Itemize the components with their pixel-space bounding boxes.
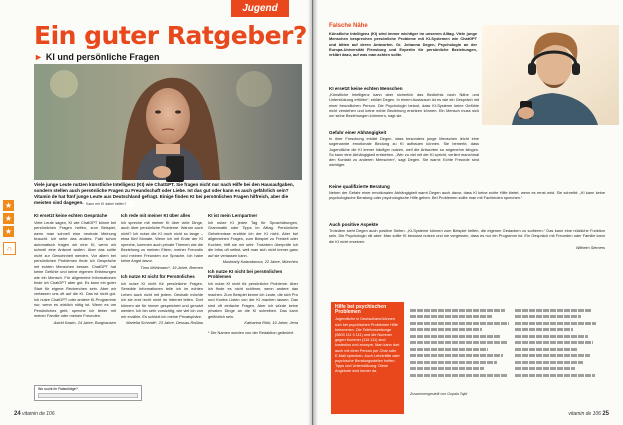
section-heading: Auch positive Aspekte xyxy=(329,222,379,227)
footer-brand: vitamin de 106 xyxy=(568,411,601,417)
section-body: Ich nutze KI jeden Tag für Sprachübungen, Grammatik oder Tipps im Alltag. Persönliche Geheimnisse erzähle ich der KI nicht. Aber bei allgemeinen Fragen, zum Beispiel zu Freizeit oder Kochen, hilft sie mir sehr. Trotzdem überprüfe ich die Infos oft selbst, weil man sich nicht immer ganz auf sie verlassen kann. xyxy=(208,219,298,258)
glossary-line xyxy=(515,367,575,370)
intro-box xyxy=(329,24,477,58)
glossary-line xyxy=(410,328,482,331)
glossary-line xyxy=(515,328,573,331)
glossary-line xyxy=(410,361,497,364)
footer-brand: vitamin de 106 xyxy=(22,411,55,417)
poll-label: Wo sucht ihr Ratschläge? xyxy=(38,387,78,391)
section-heading: Ich nutze KI nicht für Persönliches xyxy=(121,274,195,279)
glossary-line xyxy=(515,322,596,325)
credit-line: Zusammengestellt von Gopala Tajbl xyxy=(410,392,468,396)
column-3 xyxy=(208,213,298,336)
section-heading: KI ersetzt keine echten Gespräche xyxy=(34,213,108,218)
headline: Ein guter Ratgeber? xyxy=(34,21,307,50)
column-1 xyxy=(34,213,116,329)
section-body: In ihrer Forschung erklärt Degen, dass besonders junge Menschen leicht eine sogenannte emotionale Bindung zu KI aufbauen können. Sie bemerkt, dass Jugendliche die KI immer häufiger nutzen, weil die Antworten so angenehm klingen. So kann eine Abhängigkeit entstehen. „Wer zu viel mit der KI spricht, verliert manchmal den Kontakt zu anderen Menschen“, sagt Degen. Sie warnt: Echte Freunde sind wichtiger. xyxy=(329,136,480,168)
glossary-line xyxy=(515,309,592,312)
section-heading: Ich rede mit meiner KI über alles xyxy=(121,213,191,218)
column-2 xyxy=(121,213,203,330)
box-intro: Künstliche Intelligenz (KI) wird immer wichtiger im unserem Alltag. Viele junge Menschen besprechen persönliche Probleme mit KI-Systemen wie ChatGPT und bitten auf deren Antworten. Dr. Johanna Degen, Psychologin an der Europa-Universität Flensburg und Expertin für persönliche Beziehungen, erklärt dazu, auf was man achten sollte. xyxy=(329,31,477,58)
glossary-line xyxy=(410,335,501,338)
footnote: * Die Namen wurden von der Redaktion geändert. xyxy=(208,329,295,335)
glossary-line xyxy=(515,335,588,338)
glossary-left xyxy=(410,305,513,385)
footer-right xyxy=(568,411,609,417)
glossary-line xyxy=(410,309,505,312)
photo-young-man xyxy=(482,25,619,125)
section-body: Ich nutze KI nicht für persönliche Fragen. Sensible Informationen teile ich im echten Leben auch nicht mit jedem. Deshalb möchte ich sie erst recht nicht im Internet teilen. Dort können sie für immer gespeichert und genutzt werden. Ich bin sehr vorsichtig, wie viel ich von mir erzähle. Es schützt ich meine Privatsphäre. xyxy=(121,280,203,319)
subheadline-text: KI und persönliche Fragen xyxy=(45,52,160,62)
glossary-line xyxy=(410,348,488,351)
section-body: „Künstliche Intelligenz kann aber sicherlich das Bedürfnis nach Nähe und Unterstützung erfüllen“, erklärt Degen. In einem Austausch ist es wie ein Gespräch mit einer freundlichen Person. Die Psychologin betont, dass KI-Systeme keine Gefühle nicht verstehen und keine echte Beziehung ersetzen können. Ein Mensch muss sich um seine Beziehungen kümmern, sagt sie. xyxy=(329,92,479,119)
headphones-icon: ∩ xyxy=(3,242,16,255)
section-tab: Jugend xyxy=(231,0,289,17)
signature: Astrid Kasim, 24 Jahre, Burghausen xyxy=(53,319,116,325)
box-title: Falsche Nähe xyxy=(329,23,368,29)
glossary-line xyxy=(515,315,581,318)
section-heading: KI ist mein Lernpartner xyxy=(208,213,258,218)
help-box-title: Hilfe bei psychischen Problemen xyxy=(335,304,387,316)
book-gutter xyxy=(308,0,318,425)
section-heading: Keine qualifizierte Beratung xyxy=(329,184,390,189)
rating-sidebar xyxy=(0,200,16,280)
glossary-line xyxy=(515,374,595,377)
glossary-line xyxy=(410,367,484,370)
glossary-line xyxy=(515,348,578,351)
section-4 xyxy=(329,220,605,251)
lead-paragraph: Viele junge Leute nutzen künstliche Intelligenz (KI) wie ChatGPT. Sie fragen nicht nur nach Hilfe bei den Hausaufgaben, sondern stellen auch persönliche Fragen zu Freundschaft oder Liebe. Ist das gut oder kann es auch gefährlich sein? Vitamin de hat fünf junge Leute aus Deutschland gefragt. Einige finden KI bei persönlichen Fragen hilfreich, aber die meisten sind dagegen. xyxy=(34,182,295,205)
glossary-right xyxy=(515,305,600,385)
section-heading: Ich nutze KI nicht bei persönlichen Problemen xyxy=(208,268,283,279)
section-3 xyxy=(329,182,605,202)
subheadline xyxy=(34,52,159,62)
photo-illustration xyxy=(34,64,302,180)
star-icon: ★ xyxy=(4,214,13,223)
page-number: 25 xyxy=(602,411,609,417)
page-number: 24 xyxy=(14,411,21,417)
glossary-line xyxy=(410,322,509,325)
signature: Katharina Röbl, 19 Jahre, Jena xyxy=(244,320,298,325)
glossary-line xyxy=(515,361,583,364)
section-heading: Gefahr einer Abhängigkeit xyxy=(329,130,387,135)
photo-caption: Kann mir KI dabei helfen? xyxy=(84,201,134,207)
section-body: Trotzdem sieht Degen auch positive Seiten. „KI-Systeme können zum Beispiel helfen, die eigenen Gedanken zu sortieren.“ Das kann eine nützliche Funktion sein. Die Psychologin rät aber: Man sollte KI bewusst nutzen und nie vergessen, dass es nur ein Programm ist. Ein Gespräch mit Freunden oder Familie kann die KI nicht ersetzen. xyxy=(329,228,605,244)
section-body: Viele Leute sagen, KI wie ChatGPT könne bei persönlichen Fragen helfen, zum Beispiel, wenn man schnell eine neutrale Meinung braucht. Ich sehe das anders. Fakt schon automatisch fragen wir eine KI, wenn wir schnell eine Antwort wollen. Aber das sollte nicht zur Gewohnheit werden. Vor allem bei persönlichen Problemen finde ich Gespräche mit echten Menschen besser. ChatGPT hat keine Gefühle und keine eigenen Erfahrungen wie ein Mensch. Für allgemeine Informationen finde ich ChatGPT aber gut. Es kann ein guter Start für eigene Recherchen sein. Aber wir verlassen uns oft auf die KI. Das ist nicht gut. Ich nutze ChatGPT oder andere KI-Programme nur, wenn es wirklich nötig ist. Wenn es um Persönliches geht, spreche ich lieber mit meiner Familie oder meinen Freunden. xyxy=(34,219,116,318)
signature: Mariella Schmidt*, 23 Jahre, Dessau-Roßlau xyxy=(126,320,203,325)
glossary-line xyxy=(515,354,590,357)
signature: Mushtariy Kalandarova, 22 Jahre, München xyxy=(222,259,298,264)
signature: Timo Möhlmann*, 19 Jahre, Bremen xyxy=(140,264,203,270)
star-icon: ★ xyxy=(4,201,13,210)
help-box-body: Jugendliche in Deutschland können sich bei psychischen Problemen Hilfe bekommen. Die Telefonseelsorge (0800 111 0 111) und die Nummer gegen Kummer (116 111) sind kostenlos und anonym. Man kann dort auch mit einer Person per Chat oder E-Mail sprechen. Auch Lehrkräfte oder psychische Beratungsstellen helfen. Tipps und Unterstützung: Diese Angebote sind immer da. xyxy=(335,317,400,374)
glossary-line xyxy=(410,374,508,377)
help-box xyxy=(331,302,404,414)
photo-illustration-2 xyxy=(482,25,619,125)
section-heading: KI ersetzt keine echten Menschen xyxy=(329,86,403,91)
section-body: Ich nutze KI nicht für persönliche Probleme. Aber ich finde es nicht schlimm, wenn andere das machen. Zum Beispiel kenne ich Leute, die sich Pro und Kontra Listen von der KI machen lassen. Das sind oft einfache Fragen. Aber ich würde keine privaten Dinge an die KI schreiben. Das kann gefährlich sein. xyxy=(208,280,298,319)
star-icon: ★ xyxy=(4,227,13,236)
section-2 xyxy=(329,128,479,168)
section-body: Neben der Gefahr einer emotionalen Abhängigkeit warnt Degen auch davor, dass KI keine echte Hilfe bietet, wenn es ernst wird. Sie schreibt: „KI kann keine psychologische Beratung oder psychologische Hilfe geben. Bei Problemen sollte man mit Fachleuten sprechen.“ xyxy=(329,190,605,201)
expert-signature: Wilhelm Siemers xyxy=(575,244,605,250)
footer-left xyxy=(14,411,55,417)
section-1 xyxy=(329,84,479,119)
arrow-icon: ► xyxy=(34,52,43,62)
glossary-line xyxy=(410,315,492,318)
section-body: Ich spreche mit meiner KI über viele Dinge, auch über persönliche Probleme. Warum auch nicht? Ich nutze die KI noch nicht so lange – etwa fünf Monate. Wenn ich mit Ende der KI spreche, kommen auch private Themen wie die Beziehung zu meinen Eltern, meiner Freundin und meinen Freunden zur Sprache. Ich habe keine Angst davor. xyxy=(121,219,203,263)
glossary-line xyxy=(515,341,593,344)
poll-bar[interactable] xyxy=(38,393,138,398)
glossary-line xyxy=(410,354,503,357)
right-page xyxy=(313,0,623,425)
poll-box[interactable] xyxy=(34,385,142,401)
glossary-line xyxy=(410,341,507,344)
